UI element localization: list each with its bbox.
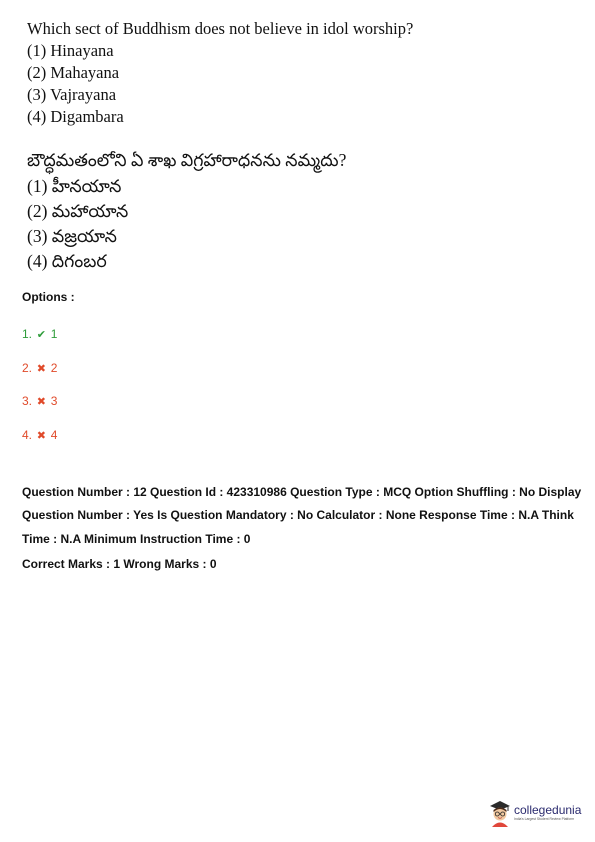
brand-tagline: India's Largest Student Review Platform [514,817,575,821]
cross-icon: ✖ [36,396,46,408]
option-telugu-3: (3) వజ్రయాన [27,226,117,246]
collegedunia-logo [488,799,581,827]
option-english-3: (3) Vajrayana [27,85,117,104]
brand-name: collegedunia [514,803,582,817]
question-telugu [27,148,346,274]
option-value: 4 [50,428,58,442]
option-value: 3 [50,394,58,408]
question-details: Question Number : 12 Question Id : 423310986 Question Type : MCQ Option Shuffling : No Display Question Number : Yes Is Question Mandatory : No Calculator : None Response Time : N.A Think Time : N.A Minimum Instruction Time : 0 [22,485,582,546]
question-stem-telugu: బౌద్ధమతంలోని ఏ శాఖ విగ్రహారాధనను నమ్మదు? [27,150,347,170]
cross-icon: ✖ [36,430,46,442]
question-english [27,18,413,128]
option-row-3 [22,394,57,408]
cross-icon: ✖ [36,363,46,375]
question-stem-english: Which sect of Buddhism does not believe in idol worship? [27,19,414,38]
option-number: 3. [22,394,33,408]
check-icon: ✔ [36,329,46,341]
option-english-4: (4) Digambara [27,107,124,126]
option-row-2 [22,361,57,375]
option-number: 4. [22,428,33,442]
option-telugu-4: (4) దిగంబర [27,251,107,271]
option-english-1: (1) Hinayana [27,41,114,60]
question-metadata [22,481,582,576]
option-row-1 [22,327,57,341]
marks-info: Correct Marks : 1 Wrong Marks : 0 [22,556,217,571]
option-row-4 [22,428,57,442]
option-number: 2. [22,361,33,375]
option-telugu-2: (2) మహాయాన [27,201,129,221]
options-title: Options : [22,290,75,304]
option-number: 1. [22,327,33,341]
option-english-2: (2) Mahayana [27,63,120,82]
option-value: 2 [50,361,58,375]
student-mascot-icon [488,799,512,827]
option-value: 1 [50,327,58,341]
option-telugu-1: (1) హీనయాన [27,176,122,196]
